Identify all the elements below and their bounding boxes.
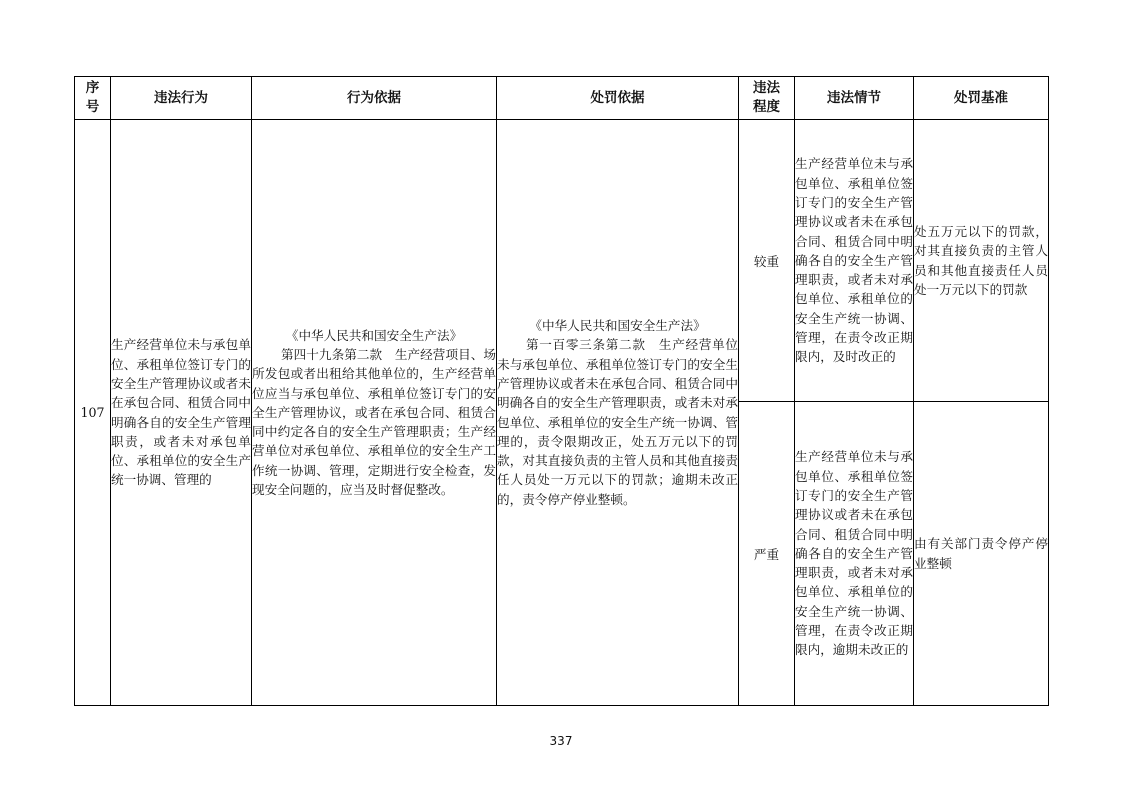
penalty-standard-table bbox=[74, 76, 1049, 706]
penalty-law-title: 《中华人民共和国安全生产法》 bbox=[529, 318, 706, 334]
row-penalty-basis bbox=[497, 120, 739, 706]
level-degree-serious: 较重 bbox=[739, 120, 795, 402]
level-standard-severe: 由有关部门责令停产停业整顿 bbox=[914, 402, 1049, 706]
basis-law-title: 《中华人民共和国安全生产法》 bbox=[285, 327, 463, 343]
header-degree: 违法程度 bbox=[739, 77, 795, 120]
header-violation: 违法行为 bbox=[111, 77, 252, 120]
header-penalty-basis: 处罚依据 bbox=[497, 77, 739, 120]
header-circumstance: 违法情节 bbox=[795, 77, 914, 120]
level-circumstance-serious: 生产经营单位未与承包单位、承租单位签订专门的安全生产管理协议或者未在承包合同、租赁合同中明确各自的安全生产管理职责，或者未对承包单位、承租单位的安全生产统一协调、管理，在责令改正期限内，及时改正的 bbox=[795, 120, 914, 402]
level-degree-severe: 严重 bbox=[739, 402, 795, 706]
row-basis bbox=[252, 120, 497, 706]
penalty-law-text: 第一百零三条第二款 生产经营单位未与承包单位、承租单位签订专门的安全生产管理协议或者未在承包合同、租赁合同中明确各自的安全生产管理职责，或者未对承包单位、承租单位的安全生产统一协调、管理的，责令限期改正，处五万元以下的罚款，对其直接负责的主管人员和其他直接责任人员处一万元以下的罚款；逾期未改正的，责令停产停业整顿。 bbox=[497, 337, 738, 507]
level-circumstance-severe: 生产经营单位未与承包单位、承租单位签订专门的安全生产管理协议或者未在承包合同、租赁合同中明确各自的安全生产管理职责，或者未对承包单位、承租单位的安全生产统一协调、管理，在责令改正期限内，逾期未改正的 bbox=[795, 402, 914, 706]
header-basis: 行为依据 bbox=[252, 77, 497, 120]
row-seq: 107 bbox=[75, 120, 111, 706]
row-violation: 生产经营单位未与承包单位、承租单位签订专门的安全生产管理协议或者未在承包合同、租赁合同中明确各自的安全生产管理职责，或者未对承包单位、承租单位的安全生产统一协调、管理的 bbox=[111, 120, 252, 706]
table-row bbox=[75, 120, 1049, 402]
basis-law-text: 第四十九条第二款 生产经营项目、场所发包或者出租给其他单位的，生产经营单位应当与承包单位、承租单位签订专门的安全生产管理协议，或者在承包合同、租赁合同中约定各自的安全生产管理职责；生产经营单位对承包单位、承租单位的安全生产工作统一协调、管理，定期进行安全检查，发现安全问题的，应当及时督促整改。 bbox=[252, 346, 496, 498]
page-number: 337 bbox=[549, 734, 573, 748]
header-row bbox=[75, 77, 1049, 120]
header-standard: 处罚基准 bbox=[914, 77, 1049, 120]
level-standard-serious: 处五万元以下的罚款，对其直接负责的主管人员和其他直接责任人员处一万元以下的罚款 bbox=[914, 120, 1049, 402]
header-seq: 序号 bbox=[75, 77, 111, 120]
